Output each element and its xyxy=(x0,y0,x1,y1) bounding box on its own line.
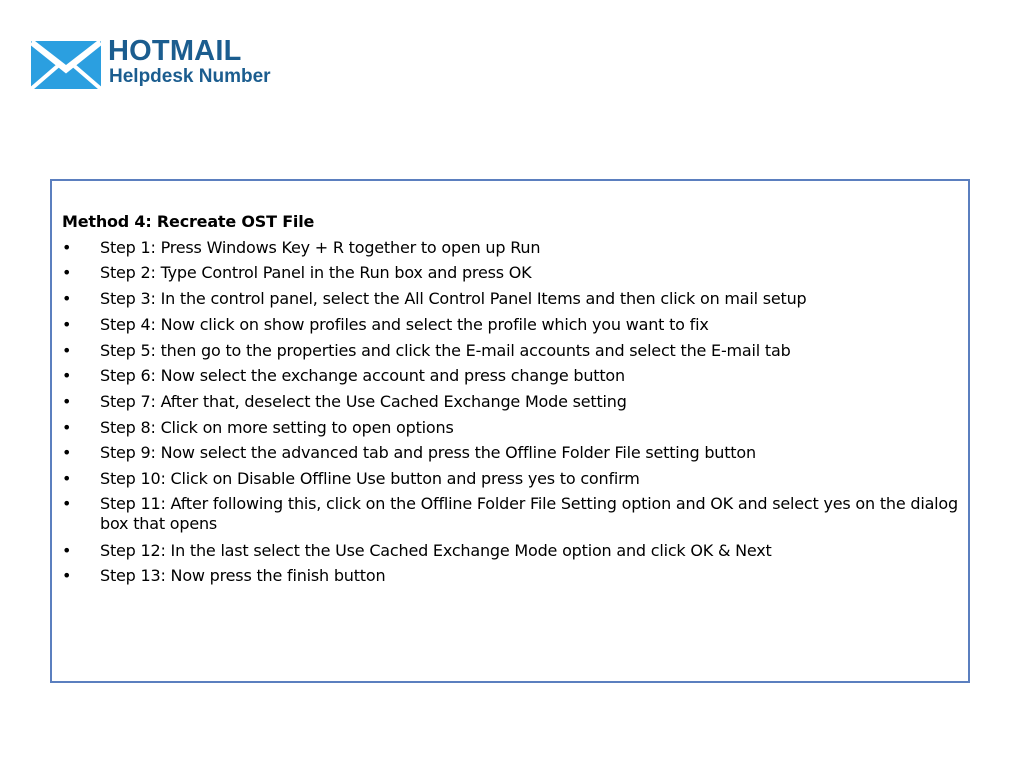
list-item xyxy=(62,389,962,415)
bullet: • xyxy=(62,289,72,309)
step-text: Step 2: Type Control Panel in the Run box and press OK xyxy=(100,263,532,283)
bullet: • xyxy=(62,314,72,334)
bullet: • xyxy=(62,263,72,283)
method-title: Method 4: Recreate OST File xyxy=(62,212,315,231)
bullet: • xyxy=(62,540,72,560)
step-text: Step 3: In the control panel, select the All Control Panel Items and then click on mail setup xyxy=(100,289,807,309)
bullet: • xyxy=(62,417,72,437)
hotmail-logo xyxy=(30,35,300,94)
list-item xyxy=(62,440,962,466)
list-item xyxy=(62,235,962,261)
bullet: • xyxy=(62,443,72,463)
bullet: • xyxy=(62,566,72,586)
step-text: Step 13: Now press the finish button xyxy=(100,566,386,586)
steps-list xyxy=(62,235,962,589)
step-text: Step 10: Click on Disable Offline Use button and press yes to confirm xyxy=(100,469,640,489)
list-item xyxy=(62,538,962,564)
bullet: • xyxy=(62,237,72,257)
step-text: Step 8: Click on more setting to open options xyxy=(100,417,454,437)
step-text: Step 9: Now select the advanced tab and press the Offline Folder File setting button xyxy=(100,443,756,463)
bullet: • xyxy=(62,469,72,489)
list-item xyxy=(62,312,962,338)
bullet: • xyxy=(62,366,72,386)
step-text: Step 12: In the last select the Use Cached Exchange Mode option and click OK & Next xyxy=(100,540,772,560)
list-item xyxy=(62,260,962,286)
step-text: Step 5: then go to the properties and click the E-mail accounts and select the E-mail tab xyxy=(100,340,791,360)
list-item xyxy=(62,338,962,364)
list-item xyxy=(62,415,962,441)
logo-subtitle: Helpdesk Number xyxy=(109,66,271,87)
step-text: Step 11: After following this, click on the Offline Folder File Setting option and OK and select yes on the dialog box that opens xyxy=(100,493,958,533)
step-text: Step 6: Now select the exchange account and press change button xyxy=(100,366,625,386)
logo-title: HOTMAIL xyxy=(108,35,242,67)
list-item xyxy=(62,363,962,389)
list-item xyxy=(62,466,962,492)
step-text: Step 7: After that, deselect the Use Cached Exchange Mode setting xyxy=(100,391,627,411)
bullet: • xyxy=(62,340,72,360)
list-item xyxy=(62,492,962,538)
bullet: • xyxy=(62,391,72,411)
envelope-icon xyxy=(30,40,102,90)
step-text: Step 1: Press Windows Key + R together to open up Run xyxy=(100,237,541,257)
step-text: Step 4: Now click on show profiles and select the profile which you want to fix xyxy=(100,314,709,334)
list-item xyxy=(62,286,962,312)
content-body xyxy=(62,209,962,589)
content-box xyxy=(50,179,970,683)
list-item xyxy=(62,563,962,589)
bullet: • xyxy=(62,493,72,513)
